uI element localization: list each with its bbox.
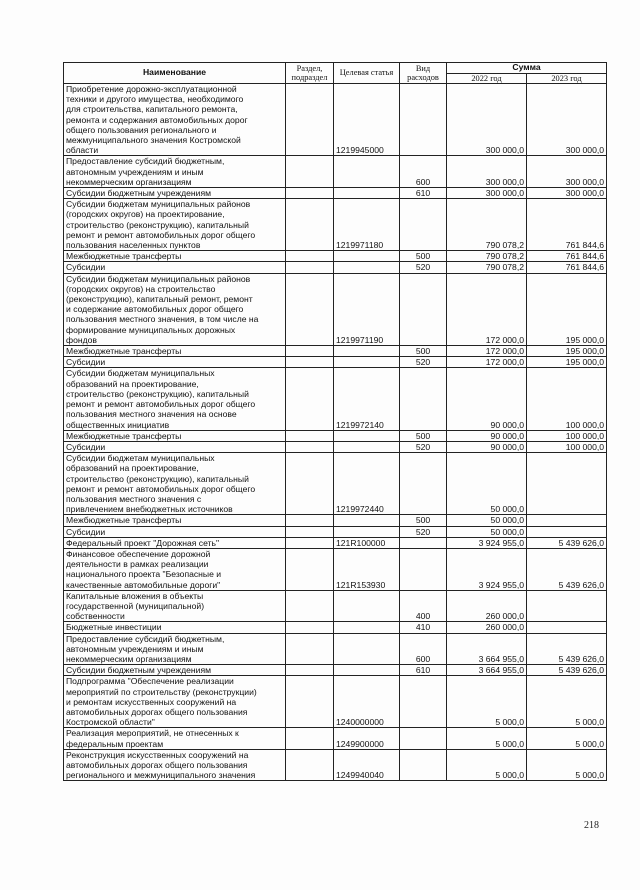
cell-target: 1219972140 xyxy=(334,368,400,430)
header-type: Вид расходов xyxy=(400,63,447,84)
cell-name: Субсидии бюджетам муниципальных районов (городских округов) на строительство (реконструкцию), капитальный ремонт, ремонт и содержание автомобильных дорог общего пользования местного значения, в том числе на формирование муниципальных дорожных фондов xyxy=(64,273,286,345)
cell-2022: 5 000,0 xyxy=(447,749,527,781)
table-row xyxy=(64,273,607,345)
cell-type xyxy=(400,199,447,251)
cell-section xyxy=(286,156,334,188)
cell-2023: 5 000,0 xyxy=(527,749,607,781)
cell-name: Субсидии бюджетным учреждениям xyxy=(64,665,286,676)
cell-section xyxy=(286,84,334,156)
cell-2023 xyxy=(527,590,607,622)
cell-2022: 172 000,0 xyxy=(447,346,527,357)
cell-type: 400 xyxy=(400,590,447,622)
cell-name: Финансовое обеспечение дорожной деятельности в рамках реализации национального проекта "Безопасные и качественные автомобильные дороги" xyxy=(64,548,286,590)
cell-type: 500 xyxy=(400,346,447,357)
cell-target xyxy=(334,526,400,537)
cell-name: Предоставление субсидий бюджетным, автономным учреждениям и иным некоммерческим организациям xyxy=(64,156,286,188)
cell-section xyxy=(286,526,334,537)
cell-section xyxy=(286,273,334,345)
cell-2023: 195 000,0 xyxy=(527,273,607,345)
cell-type xyxy=(400,537,447,548)
cell-name: Межбюджетные трансферты xyxy=(64,346,286,357)
cell-type xyxy=(400,273,447,345)
cell-2023: 5 439 626,0 xyxy=(527,548,607,590)
cell-section xyxy=(286,199,334,251)
cell-type xyxy=(400,84,447,156)
cell-2022: 90 000,0 xyxy=(447,430,527,441)
table-row xyxy=(64,368,607,430)
cell-target xyxy=(334,665,400,676)
cell-2022: 172 000,0 xyxy=(447,357,527,368)
cell-target: 121R100000 xyxy=(334,537,400,548)
header-sum: Сумма xyxy=(447,63,607,74)
table-row xyxy=(64,749,607,781)
cell-target xyxy=(334,633,400,665)
cell-2022: 172 000,0 xyxy=(447,273,527,345)
cell-target xyxy=(334,441,400,452)
cell-name: Капитальные вложения в объекты государственной (муниципальной) собственности xyxy=(64,590,286,622)
cell-section xyxy=(286,430,334,441)
table-row xyxy=(64,728,607,749)
cell-2023: 100 000,0 xyxy=(527,430,607,441)
cell-section xyxy=(286,262,334,273)
cell-name: Межбюджетные трансферты xyxy=(64,515,286,526)
cell-target: 1219945000 xyxy=(334,84,400,156)
cell-target: 121R153930 xyxy=(334,548,400,590)
cell-type xyxy=(400,676,447,728)
cell-2022: 3 664 955,0 xyxy=(447,665,527,676)
cell-name: Межбюджетные трансферты xyxy=(64,430,286,441)
cell-2023: 100 000,0 xyxy=(527,441,607,452)
cell-target xyxy=(334,622,400,633)
table-row xyxy=(64,453,607,515)
table-row xyxy=(64,188,607,199)
table-row xyxy=(64,346,607,357)
table-row xyxy=(64,633,607,665)
cell-2023: 195 000,0 xyxy=(527,346,607,357)
cell-2023: 300 000,0 xyxy=(527,188,607,199)
cell-target xyxy=(334,430,400,441)
cell-target xyxy=(334,515,400,526)
cell-section xyxy=(286,676,334,728)
table-row xyxy=(64,622,607,633)
table-row xyxy=(64,357,607,368)
header-2022: 2022 год xyxy=(447,73,527,84)
cell-2023: 300 000,0 xyxy=(527,156,607,188)
cell-name: Субсидии бюджетам муниципальных образований на проектирование, строительство (реконструкцию), капитальный ремонт и ремонт автомобильных дорог общего пользования местного значения на основе общественных инициатив xyxy=(64,368,286,430)
cell-target xyxy=(334,188,400,199)
cell-2023: 5 439 626,0 xyxy=(527,537,607,548)
cell-2023 xyxy=(527,453,607,515)
cell-name: Приобретение дорожно-эксплуатационной техники и другого имущества, необходимого для строительства, капитального ремонта, ремонта и содержания автомобильных дорог общего пользования регионального и межмуниципального значения Костромской области xyxy=(64,84,286,156)
cell-type: 500 xyxy=(400,515,447,526)
cell-section xyxy=(286,453,334,515)
cell-section xyxy=(286,188,334,199)
cell-type: 410 xyxy=(400,622,447,633)
budget-table xyxy=(63,62,607,781)
cell-2023 xyxy=(527,515,607,526)
cell-section xyxy=(286,441,334,452)
cell-2022: 50 000,0 xyxy=(447,526,527,537)
table-row xyxy=(64,262,607,273)
cell-section xyxy=(286,749,334,781)
table-body xyxy=(64,84,607,781)
header-section: Раздел, подраздел xyxy=(286,63,334,84)
header-target: Целевая статья xyxy=(334,63,400,84)
cell-2022: 260 000,0 xyxy=(447,622,527,633)
cell-2022: 90 000,0 xyxy=(447,368,527,430)
cell-name: Субсидии xyxy=(64,526,286,537)
cell-name: Субсидии бюджетным учреждениям xyxy=(64,188,286,199)
table-row xyxy=(64,430,607,441)
cell-2022: 90 000,0 xyxy=(447,441,527,452)
table-row xyxy=(64,526,607,537)
cell-type: 610 xyxy=(400,665,447,676)
cell-target xyxy=(334,346,400,357)
cell-type xyxy=(400,728,447,749)
cell-type: 520 xyxy=(400,262,447,273)
cell-type: 500 xyxy=(400,430,447,441)
cell-type: 610 xyxy=(400,188,447,199)
cell-2022: 300 000,0 xyxy=(447,188,527,199)
cell-2023: 761 844,6 xyxy=(527,251,607,262)
cell-type xyxy=(400,453,447,515)
cell-type xyxy=(400,548,447,590)
cell-name: Субсидии xyxy=(64,357,286,368)
cell-2022: 300 000,0 xyxy=(447,156,527,188)
cell-section xyxy=(286,515,334,526)
cell-section xyxy=(286,368,334,430)
cell-name: Реализация мероприятий, не отнесенных к федеральным проектам xyxy=(64,728,286,749)
cell-name: Субсидии бюджетам муниципальных образований на проектирование, строительство (реконструкцию), капитальный ремонт и ремонт автомобильных дорог общего пользования местного значения с привлечением внебюджетных источников xyxy=(64,453,286,515)
cell-section xyxy=(286,548,334,590)
cell-section xyxy=(286,357,334,368)
cell-type xyxy=(400,749,447,781)
cell-name: Предоставление субсидий бюджетным, автономным учреждениям и иным некоммерческим организациям xyxy=(64,633,286,665)
cell-section xyxy=(286,537,334,548)
table-row xyxy=(64,548,607,590)
cell-type: 520 xyxy=(400,526,447,537)
table-row xyxy=(64,665,607,676)
table-row xyxy=(64,590,607,622)
cell-2023: 5 439 626,0 xyxy=(527,665,607,676)
table-row xyxy=(64,676,607,728)
cell-target: 1219971190 xyxy=(334,273,400,345)
cell-section xyxy=(286,590,334,622)
table-row xyxy=(64,156,607,188)
cell-name: Федеральный проект "Дорожная сеть" xyxy=(64,537,286,548)
cell-name: Подпрограмма "Обеспечение реализации мероприятий по строительству (реконструкции) и ремонтам искусственных сооружений на автомобильных дорогах общего пользования Костромской области" xyxy=(64,676,286,728)
cell-2022: 790 078,2 xyxy=(447,251,527,262)
cell-2023: 5 000,0 xyxy=(527,676,607,728)
cell-name: Субсидии бюджетам муниципальных районов (городских округов) на проектирование, строительство (реконструкцию), капитальный ремонт и ремонт автомобильных дорог общего пользования населенных пунктов xyxy=(64,199,286,251)
cell-target: 1240000000 xyxy=(334,676,400,728)
cell-2022: 790 078,2 xyxy=(447,199,527,251)
cell-2023: 5 439 626,0 xyxy=(527,633,607,665)
cell-2023: 100 000,0 xyxy=(527,368,607,430)
cell-type: 500 xyxy=(400,251,447,262)
cell-2022: 3 924 955,0 xyxy=(447,537,527,548)
cell-2022: 5 000,0 xyxy=(447,676,527,728)
page-number: 218 xyxy=(584,820,599,831)
cell-type: 520 xyxy=(400,441,447,452)
cell-section xyxy=(286,665,334,676)
cell-name: Субсидии xyxy=(64,441,286,452)
cell-target: 1219972440 xyxy=(334,453,400,515)
cell-section xyxy=(286,728,334,749)
cell-2022: 50 000,0 xyxy=(447,515,527,526)
header-name: Наименование xyxy=(64,63,286,84)
cell-type: 520 xyxy=(400,357,447,368)
table-row xyxy=(64,199,607,251)
cell-type xyxy=(400,368,447,430)
cell-2022: 260 000,0 xyxy=(447,590,527,622)
cell-target xyxy=(334,156,400,188)
cell-section xyxy=(286,346,334,357)
cell-target: 1249900000 xyxy=(334,728,400,749)
cell-2023: 761 844,6 xyxy=(527,199,607,251)
table-row xyxy=(64,515,607,526)
cell-target xyxy=(334,251,400,262)
cell-2023: 300 000,0 xyxy=(527,84,607,156)
table-row xyxy=(64,84,607,156)
cell-target: 1219971180 xyxy=(334,199,400,251)
cell-2022: 50 000,0 xyxy=(447,453,527,515)
cell-2023 xyxy=(527,622,607,633)
cell-section xyxy=(286,622,334,633)
cell-name: Субсидии xyxy=(64,262,286,273)
table-row xyxy=(64,251,607,262)
cell-section xyxy=(286,251,334,262)
table-row xyxy=(64,441,607,452)
cell-2022: 3 924 955,0 xyxy=(447,548,527,590)
header-2023: 2023 год xyxy=(527,73,607,84)
cell-2023: 195 000,0 xyxy=(527,357,607,368)
cell-name: Реконструкция искусственных сооружений на автомобильных дорогах общего пользования регионального и межмуниципального значения xyxy=(64,749,286,781)
cell-target xyxy=(334,357,400,368)
cell-2022: 790 078,2 xyxy=(447,262,527,273)
cell-2022: 300 000,0 xyxy=(447,84,527,156)
cell-target xyxy=(334,262,400,273)
cell-target xyxy=(334,590,400,622)
cell-section xyxy=(286,633,334,665)
cell-name: Межбюджетные трансферты xyxy=(64,251,286,262)
cell-2022: 5 000,0 xyxy=(447,728,527,749)
cell-type: 600 xyxy=(400,633,447,665)
cell-2023 xyxy=(527,526,607,537)
cell-2022: 3 664 955,0 xyxy=(447,633,527,665)
cell-name: Бюджетные инвестиции xyxy=(64,622,286,633)
table-row xyxy=(64,537,607,548)
cell-target: 1249940040 xyxy=(334,749,400,781)
table-header-row xyxy=(64,63,607,74)
cell-2023: 5 000,0 xyxy=(527,728,607,749)
cell-type: 600 xyxy=(400,156,447,188)
cell-2023: 761 844,6 xyxy=(527,262,607,273)
